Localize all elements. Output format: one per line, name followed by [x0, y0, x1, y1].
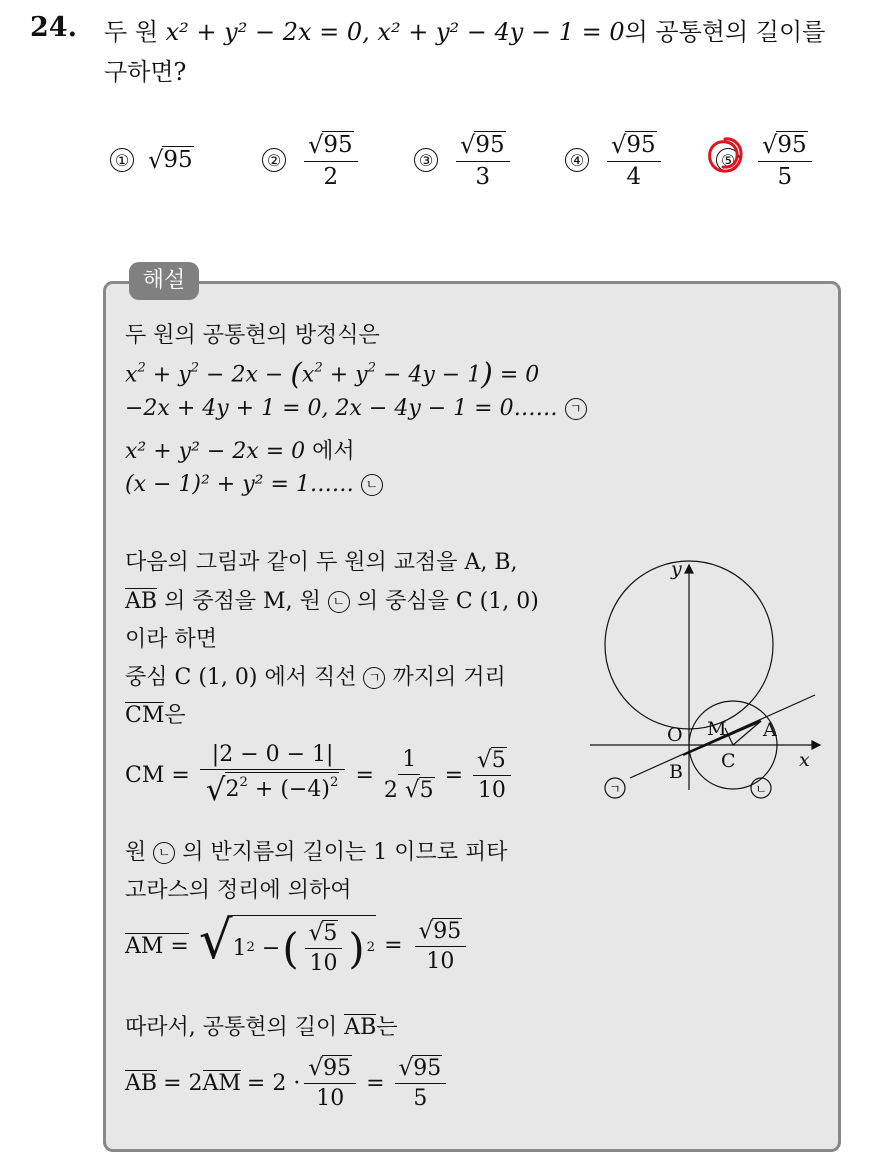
- x-arrow-icon: [812, 741, 820, 749]
- choice-4[interactable]: [565, 120, 665, 200]
- ab-equation: AB = 2 AM = 2 · √ 95 10 = √ 95 5: [125, 1055, 450, 1111]
- question-eq2: x² + y² − 4y − 1 = 0: [377, 18, 625, 46]
- choice-1[interactable]: [110, 120, 194, 200]
- label-O: O: [667, 724, 683, 746]
- mark-nieun: ㄴ: [361, 474, 383, 496]
- solution-line-5: (x − 1)² + y² = 1…… ㄴ: [125, 472, 383, 497]
- solution-line-12: 원 ㄴ 의 반지름의 길이는 1 이므로 피타: [125, 840, 508, 865]
- choice-number: ②: [262, 148, 286, 172]
- fraction: √ 95 3: [456, 131, 510, 190]
- solution-line-6: 다음의 그림과 같이 두 원의 교점을 A, B,: [125, 550, 518, 575]
- question-suffix1: 의 공통현의 길이를: [624, 18, 826, 46]
- fraction: √ 95 5: [758, 131, 812, 190]
- label-A: A: [763, 719, 777, 741]
- answer-mark-icon: [706, 136, 744, 174]
- solution-line-1: 두 원의 공통현의 방정식은: [125, 323, 380, 348]
- solution-line-15: 따라서, 공통현의 길이 AB는: [125, 1015, 398, 1040]
- question-suffix2: 구하면?: [104, 58, 187, 86]
- choice-3[interactable]: [414, 120, 514, 200]
- choice-2[interactable]: [262, 120, 362, 200]
- fraction: √ 95 4: [607, 131, 661, 190]
- fraction: √ 95 10: [415, 918, 467, 974]
- choice-number: ④: [565, 148, 589, 172]
- svg-text:ㄱ: ㄱ: [609, 782, 621, 796]
- choice-number: ⑤: [716, 148, 740, 172]
- fraction: √ 5 10: [473, 747, 511, 803]
- x-axis-label: x: [799, 749, 810, 771]
- question-prefix: 두 원: [104, 18, 158, 46]
- solution-line-3: −2x + 4y + 1 = 0, 2x − 4y − 1 = 0…… ㄱ: [125, 396, 587, 421]
- label-C: C: [721, 750, 736, 772]
- segment-ca: [733, 721, 761, 745]
- sqrt: √ 95: [148, 146, 193, 174]
- solution-line-7: AB 의 중점을 M, 원 ㄴ 의 중심을 C (1, 0): [125, 589, 539, 614]
- solution-line-10: CM은: [125, 703, 186, 728]
- solution-line-9: 중심 C (1, 0) 에서 직선 ㄱ 까지의 거리: [125, 665, 506, 690]
- mark-giyeok: ㄱ: [565, 398, 587, 420]
- circle-diagram: [585, 545, 840, 825]
- solution-line-4: x² + y² − 2x = 0 에서: [125, 439, 355, 464]
- label-M: M: [707, 718, 727, 740]
- am-equation: AM = √ 1 2 − ( √ 5 10 ) 2 = √ 95 10: [125, 915, 470, 976]
- fraction: |2 − 0 − 1| √ $2^2 + (-4)^2$: [200, 742, 346, 808]
- solution-line-2: $x^2 + y^2 - 2x - (x^2 + y^2 - 4y - 1) = 0$: [125, 357, 540, 392]
- solution-line-8: 이라 하면: [125, 627, 218, 652]
- solution-line-13: 고라스의 정리에 의하여: [125, 878, 352, 903]
- question-number: 24.: [30, 12, 77, 43]
- y-arrow-icon: [685, 565, 693, 573]
- answer-choices: [0, 120, 884, 200]
- question-text: [104, 12, 874, 92]
- cm-equation: CM = |2 − 0 − 1| √ $2^2 + (-4)^2$ = 1 2 √ 5 = √ 5 10: [125, 742, 515, 808]
- choice-number: ①: [110, 148, 134, 172]
- fraction: √ 95 5: [395, 1055, 447, 1111]
- mark-line-giyeok: [605, 778, 625, 798]
- solution-tag: 해설: [129, 262, 199, 300]
- y-axis-label: y: [671, 558, 682, 580]
- choice-number: ③: [414, 148, 438, 172]
- fraction: √ 95 10: [304, 1055, 356, 1111]
- mark-circle-nieun: [751, 778, 771, 798]
- svg-text:ㄴ: ㄴ: [755, 782, 767, 796]
- fraction: √ 95 2: [304, 131, 358, 190]
- question-eq1: x² + y² − 2x = 0,: [165, 18, 370, 46]
- fraction: 1 2 √ 5: [383, 747, 434, 803]
- label-B: B: [669, 761, 683, 783]
